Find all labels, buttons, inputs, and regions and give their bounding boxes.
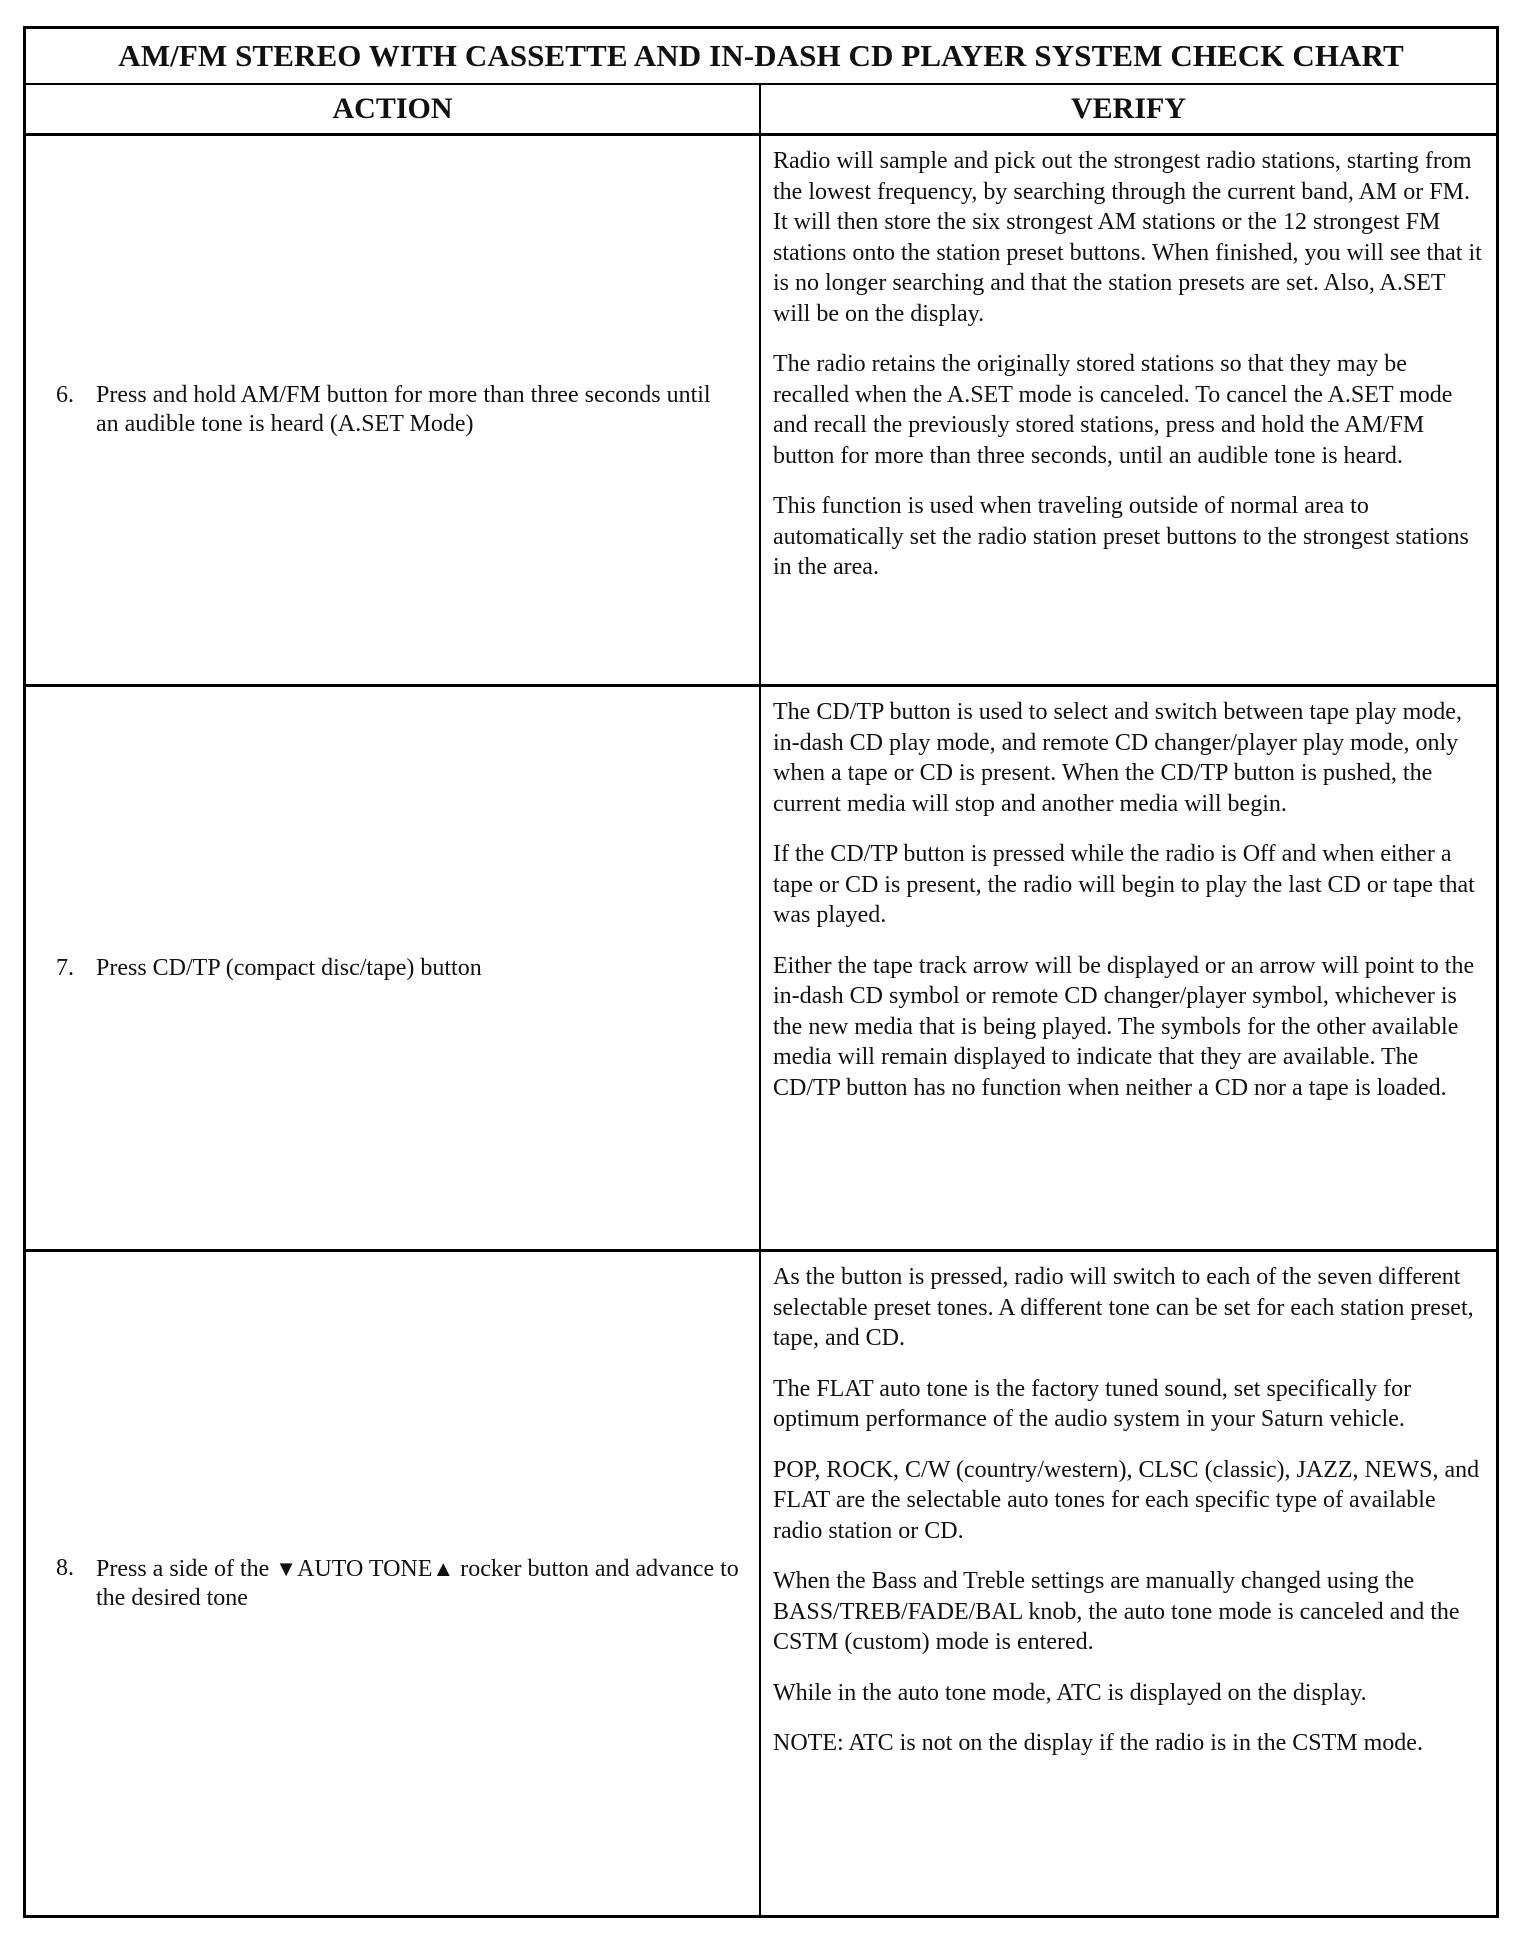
auto-tone-label: AUTO TONE xyxy=(297,1556,433,1582)
action-text: Press and hold AM/FM button for more than three seconds until an audible tone is heard (A.SET Mode) xyxy=(96,382,711,437)
verify-column-header: VERIFY xyxy=(1070,92,1186,125)
verify-cell xyxy=(761,687,1496,1249)
down-triangle-icon: ▼ xyxy=(275,1556,298,1581)
action-text-before: Press a side of the xyxy=(96,1556,276,1582)
verify-paragraph: If the CD/TP button is pressed while the radio is Off and when either a tape or CD is present, the radio will begin to play the last CD or tape that was played. xyxy=(773,841,1475,928)
step-number: 7. xyxy=(56,954,74,981)
verify-paragraph: Radio will sample and pick out the strongest radio stations, starting from the lowest frequency, by searching through the current band, AM or FM. It will then store the six strongest AM stations or the 12 strongest FM stations onto the station preset buttons. When finished, you will see that it is no longer searching and that the station presets are set. Also, A.SET will be on the display. xyxy=(773,148,1482,327)
action-cell xyxy=(26,687,761,1249)
table-row xyxy=(26,136,1496,687)
chart-title: AM/FM STEREO WITH CASSETTE AND IN-DASH CD PLAYER SYSTEM CHECK CHART xyxy=(26,29,1496,85)
system-check-chart xyxy=(23,26,1499,1918)
action-column-header: ACTION xyxy=(26,85,761,133)
verify-paragraph: The CD/TP button is used to select and switch between tape play mode, in-dash CD play mode, and remote CD changer/player play mode, only when a tape or CD is present. When the CD/TP button is pushed, the current media will stop and another media will begin. xyxy=(773,699,1462,817)
verify-paragraph: NOTE: ATC is not on the display if the radio is in the CSTM mode. xyxy=(773,1730,1423,1756)
verify-paragraph: As the button is pressed, radio will switch to each of the seven different selectable preset tones. A different tone can be set for each station preset, tape, and CD. xyxy=(773,1264,1474,1351)
verify-paragraph: When the Bass and Treble settings are manually changed using the BASS/TREB/FADE/BAL knob, the auto tone mode is canceled and the CSTM (custom) mode is entered. xyxy=(773,1568,1460,1655)
verify-cell xyxy=(761,1252,1496,1915)
step-number: 8. xyxy=(56,1555,74,1581)
verify-cell xyxy=(761,136,1496,684)
step-number: 6. xyxy=(56,382,74,408)
action-text xyxy=(96,1554,739,1613)
action-text-after: rocker button and advance to the desired tone xyxy=(96,1556,739,1611)
action-text: Press CD/TP (compact disc/tape) button xyxy=(96,954,482,981)
table-row xyxy=(26,1252,1496,1915)
verify-paragraph: This function is used when traveling outside of normal area to automatically set the radio station preset buttons to the strongest stations in the area. xyxy=(773,493,1469,580)
action-cell xyxy=(26,1252,761,1915)
verify-paragraph: The FLAT auto tone is the factory tuned sound, set specifically for optimum performance of the audio system in your Saturn vehicle. xyxy=(773,1375,1412,1432)
verify-paragraph: Either the tape track arrow will be displayed or an arrow will point to the in-dash CD symbol or remote CD changer/player symbol, whichever is the new media that is being played. The symbols for the other available media will remain displayed to indicate that they are available. The CD/TP button has no function when neither a CD nor a tape is loaded. xyxy=(773,952,1475,1101)
verify-paragraph: While in the auto tone mode, ATC is displayed on the display. xyxy=(773,1679,1367,1706)
action-cell xyxy=(26,136,761,684)
verify-paragraph: The radio retains the originally stored stations so that they may be recalled when the A.SET mode is canceled. To cancel the A.SET mode and recall the previously stored stations, press and hold the AM/FM button for more than three seconds, until an audible tone is heard. xyxy=(773,351,1453,469)
column-header-row xyxy=(26,85,1496,136)
verify-paragraph: POP, ROCK, C/W (country/western), CLSC (classic), JAZZ, NEWS, and FLAT are the selectable auto tones for each specific type of available radio station or CD. xyxy=(773,1456,1480,1544)
up-triangle-icon: ▲ xyxy=(432,1556,455,1581)
table-row xyxy=(26,687,1496,1252)
